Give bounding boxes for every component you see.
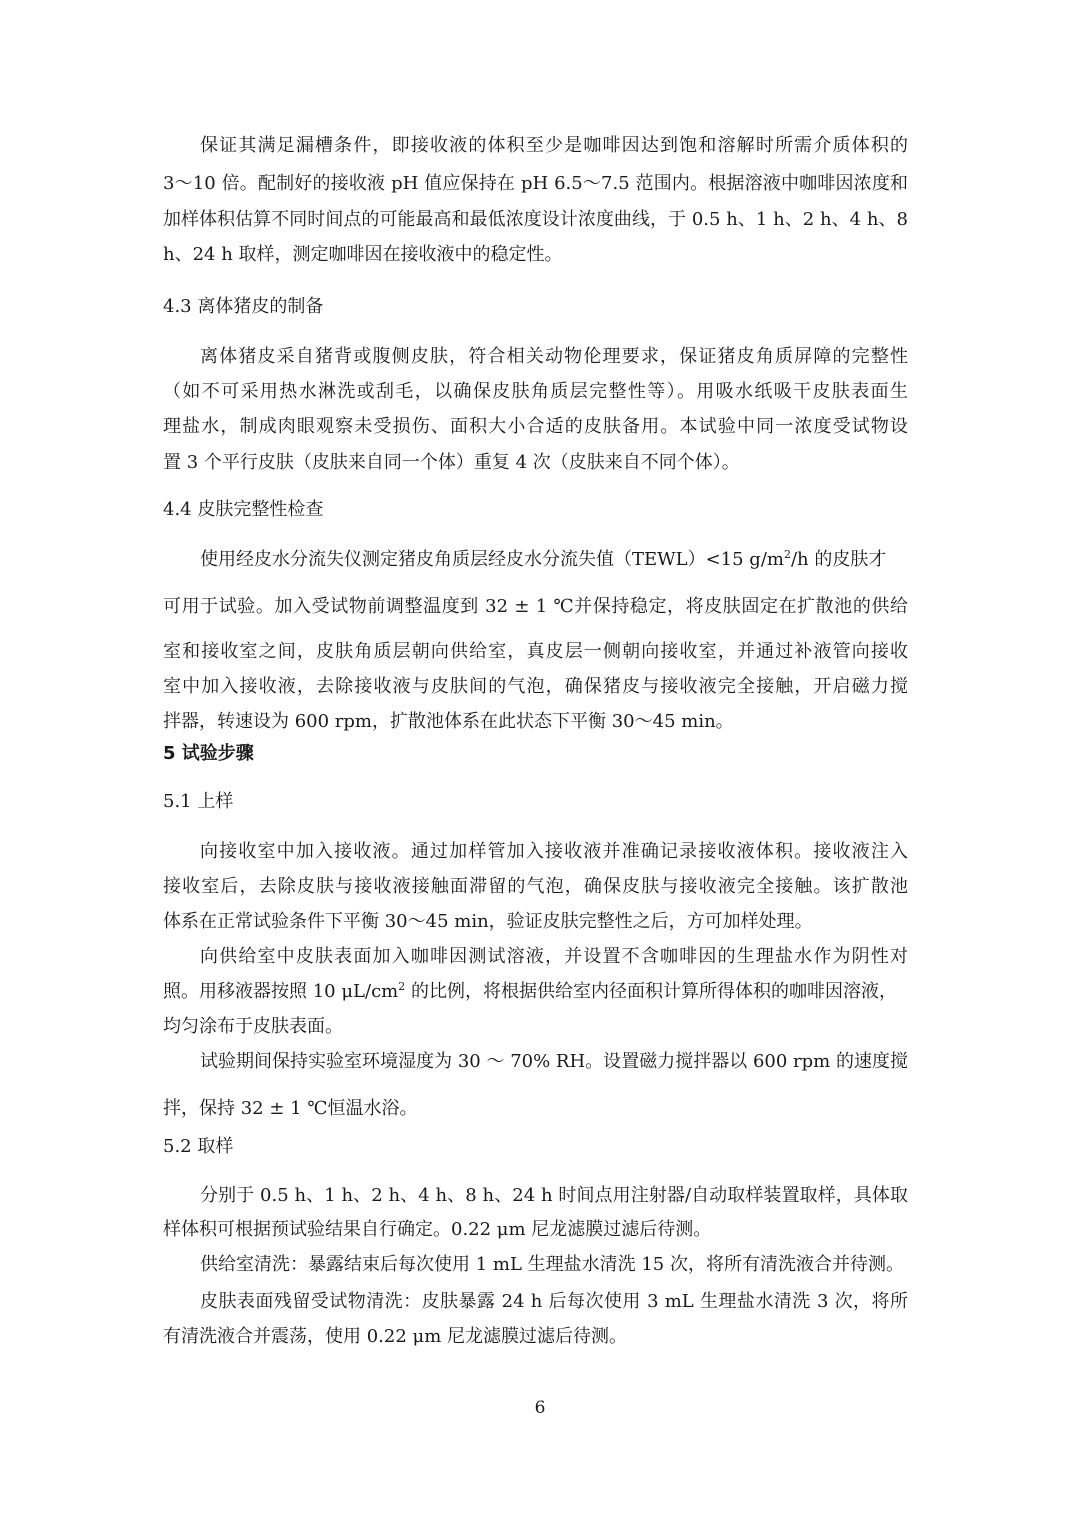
paragraph-line: 保证其满足漏槽条件，即接收液的体积至少是咖啡因达到饱和溶解时所需介质体积的: [200, 135, 908, 156]
paragraph-line: 理盐水，制成肉眼观察未受损伤、面积大小合适的皮肤备用。本试验中同一浓度受试物设: [163, 416, 908, 437]
section-heading-4-4: 4.4 皮肤完整性检查: [163, 499, 324, 520]
superscript: 2: [783, 548, 791, 561]
dose-text: 照。用移液器按照 10 μL/cm: [163, 981, 399, 1002]
paragraph-line: 3～10 倍。配制好的接收液 pH 值应保持在 pH 6.5～7.5 范围内。根据溶液中咖啡因浓度和: [163, 173, 908, 194]
paragraph-line: 拌，保持 32 ± 1 ℃恒温水浴。: [163, 1098, 418, 1119]
tewl-text: 使用经皮水分流失仪测定猪皮角质层经皮水分流失值（TEWL）<15 g/m: [200, 549, 784, 570]
paragraph-line: 试验期间保持实验室环境湿度为 30 ～ 70% RH。设置磁力搅拌器以 600 rpm 的速度搅: [200, 1051, 908, 1072]
paragraph-line: h、24 h 取样，测定咖啡因在接收液中的稳定性。: [163, 244, 563, 265]
paragraph-line: 加样体积估算不同时间点的可能最高和最低浓度设计浓度曲线，于 0.5 h、1 h、2 h、4 h、8: [163, 209, 908, 230]
paragraph-line: 室和接收室之间，皮肤角质层朝向供给室，真皮层一侧朝向接收室，并通过补液管向接收: [163, 641, 908, 662]
section-heading-5: 5 试验步骤: [163, 743, 254, 764]
dose-text-end: 的比例，将根据供给室内径面积计算所得体积的咖啡因溶液，: [405, 981, 897, 1002]
paragraph-line: 向供给室中皮肤表面加入咖啡因测试溶液，并设置不含咖啡因的生理盐水作为阴性对: [200, 946, 908, 967]
superscript: 2: [398, 980, 406, 993]
paragraph-line: [200, 548, 886, 572]
paragraph-line: 供给室清洗：暴露结束后每次使用 1 mL 生理盐水清洗 15 次，将所有清洗液合并待测。: [200, 1254, 904, 1275]
section-heading-4-3: 4.3 离体猪皮的制备: [163, 296, 324, 317]
paragraph-line: 分别于 0.5 h、1 h、2 h、4 h、8 h、24 h 时间点用注射器/自动取样装置取样，具体取: [200, 1185, 908, 1206]
page-number: 6: [534, 1398, 546, 1418]
paragraph-line: 接收室后，去除皮肤与接收液接触面滞留的气泡，确保皮肤与接收液完全接触。该扩散池: [163, 876, 908, 897]
paragraph-line: 向接收室中加入接收液。通过加样管加入接收液并准确记录接收液体积。接收液注入: [200, 841, 908, 862]
paragraph-line: 体系在正常试验条件下平衡 30～45 min，验证皮肤完整性之后，方可加样处理。: [163, 911, 813, 932]
paragraph-line: 可用于试验。加入受试物前调整温度到 32 ± 1 ℃并保持稳定，将皮肤固定在扩散池的供给: [163, 596, 908, 617]
paragraph-line: 拌器，转速设为 600 rpm，扩散池体系在此状态下平衡 30～45 min。: [163, 711, 734, 732]
paragraph-line: 有清洗液合并震荡，使用 0.22 μm 尼龙滤膜过滤后待测。: [163, 1326, 628, 1347]
paragraph-line: 置 3 个平行皮肤（皮肤来自同一个体）重复 4 次（皮肤来自不同个体）。: [163, 452, 740, 473]
section-heading-5-1: 5.1 上样: [163, 791, 234, 812]
paragraph-line: 皮肤表面残留受试物清洗：皮肤暴露 24 h 后每次使用 3 mL 生理盐水清洗 3 次，将所: [200, 1291, 908, 1312]
paragraph-line: （如不可采用热水淋洗或刮毛，以确保皮肤角质层完整性等）。用吸水纸吸干皮肤表面生: [163, 381, 908, 402]
paragraph-line: 室中加入接收液，去除接收液与皮肤间的气泡，确保猪皮与接收液完全接触，开启磁力搅: [163, 676, 908, 697]
tewl-text-end: /h 的皮肤才: [790, 549, 887, 570]
paragraph-line: 均匀涂布于皮肤表面。: [163, 1016, 343, 1037]
paragraph-line: 离体猪皮采自猪背或腹侧皮肤，符合相关动物伦理要求，保证猪皮角质屏障的完整性: [200, 346, 908, 367]
paragraph-line: [163, 980, 897, 1004]
section-heading-5-2: 5.2 取样: [163, 1136, 234, 1157]
paragraph-line: 样体积可根据预试验结果自行确定。0.22 μm 尼龙滤膜过滤后待测。: [163, 1219, 712, 1240]
